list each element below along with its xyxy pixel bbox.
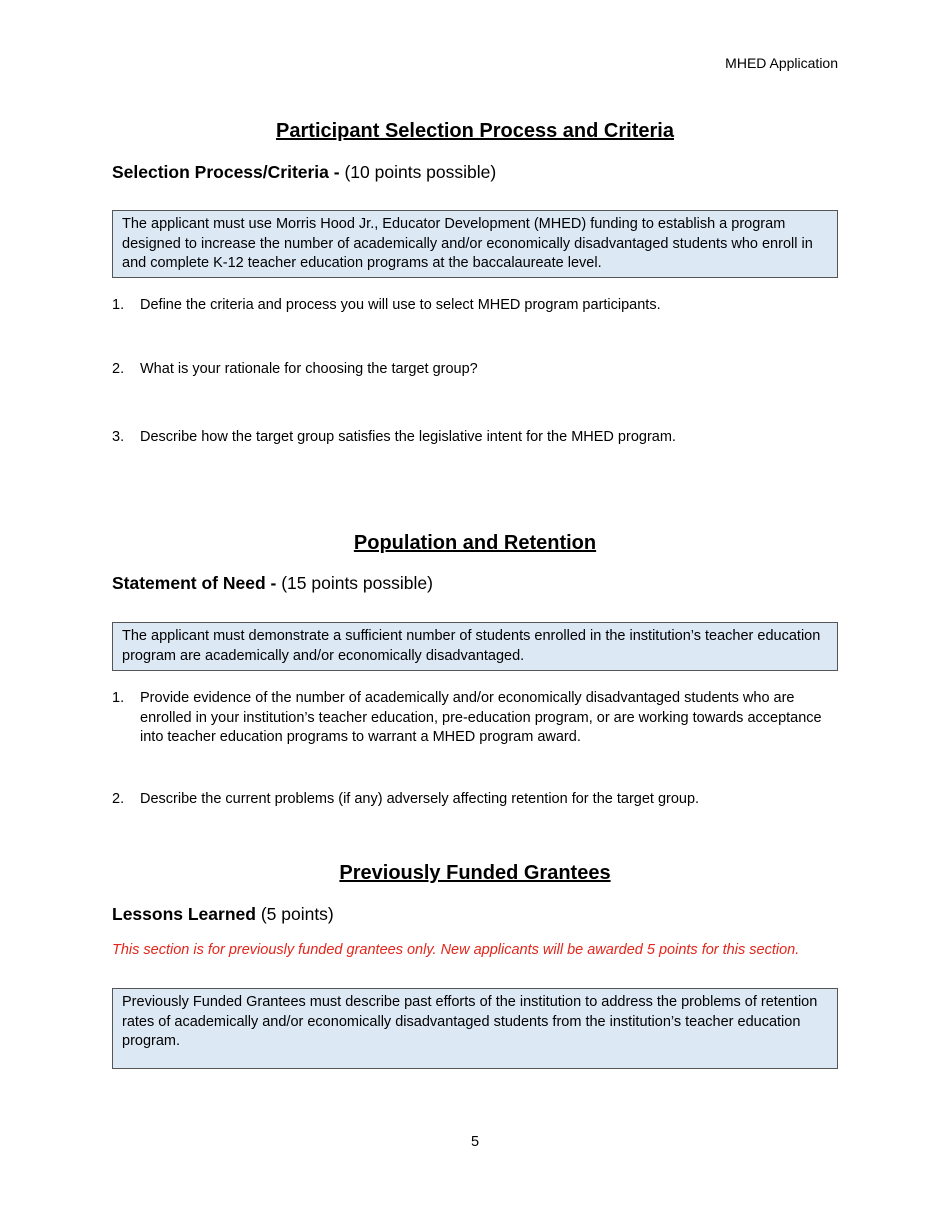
instruction-box: The applicant must demonstrate a sufficient number of students enrolled in the institution’s teacher education program are academically and/or economically disadvantaged. <box>112 622 838 671</box>
question-number: 1. <box>112 690 125 706</box>
previous-grantees-note: This section is for previously funded grantees only. New applicants will be awarded 5 points for this section. <box>112 942 800 958</box>
instruction-box: Previously Funded Grantees must describe past efforts of the institution to address the problems of retention rates of academically and/or economically disadvantaged students from the institution’s teacher education program. <box>112 988 838 1069</box>
question-number: 2. <box>112 361 125 377</box>
subhead-points: (5 points) <box>255 904 334 924</box>
question-item <box>112 689 838 748</box>
subhead-label: Lessons Learned <box>112 904 256 924</box>
subhead-label: Selection Process/Criteria - <box>112 162 345 182</box>
question-item <box>112 360 838 380</box>
question-item <box>112 296 838 316</box>
section-title-previously-funded: Previously Funded Grantees <box>339 862 611 884</box>
section-title-participant-selection: Participant Selection Process and Criteria <box>276 120 674 142</box>
running-header: MHED Application <box>725 55 838 71</box>
question-item <box>112 428 838 448</box>
question-number: 3. <box>112 429 125 445</box>
question-number: 1. <box>112 297 125 313</box>
subhead-lessons-learned <box>112 904 334 925</box>
question-text: What is your rationale for choosing the target group? <box>140 361 478 377</box>
question-item <box>112 790 838 810</box>
page-number: 5 <box>470 1134 480 1150</box>
question-text: Define the criteria and process you will use to select MHED program participants. <box>140 297 661 313</box>
subhead-statement-of-need <box>112 573 433 594</box>
subhead-points: (15 points possible) <box>281 573 433 593</box>
question-number: 2. <box>112 791 125 807</box>
question-text: Describe how the target group satisfies the legislative intent for the MHED program. <box>140 429 676 445</box>
subhead-label: Statement of Need - <box>112 573 282 593</box>
instruction-box: The applicant must use Morris Hood Jr., Educator Development (MHED) funding to establish a program designed to increase the number of academically and/or economically disadvantaged students who enroll in and complete K-12 teacher education programs at the baccalaureate level. <box>112 210 838 278</box>
question-text: Provide evidence of the number of academically and/or economically disadvantaged students who are enrolled in your institution’s teacher education, pre-education program, or are working towards acceptance into teacher education programs to warrant a MHED program award. <box>140 690 822 745</box>
subhead-points: (10 points possible) <box>344 162 497 182</box>
question-text: Describe the current problems (if any) adversely affecting retention for the target group. <box>140 791 700 807</box>
section-title-population-retention: Population and Retention <box>353 532 597 554</box>
subhead-selection-criteria <box>112 162 496 183</box>
